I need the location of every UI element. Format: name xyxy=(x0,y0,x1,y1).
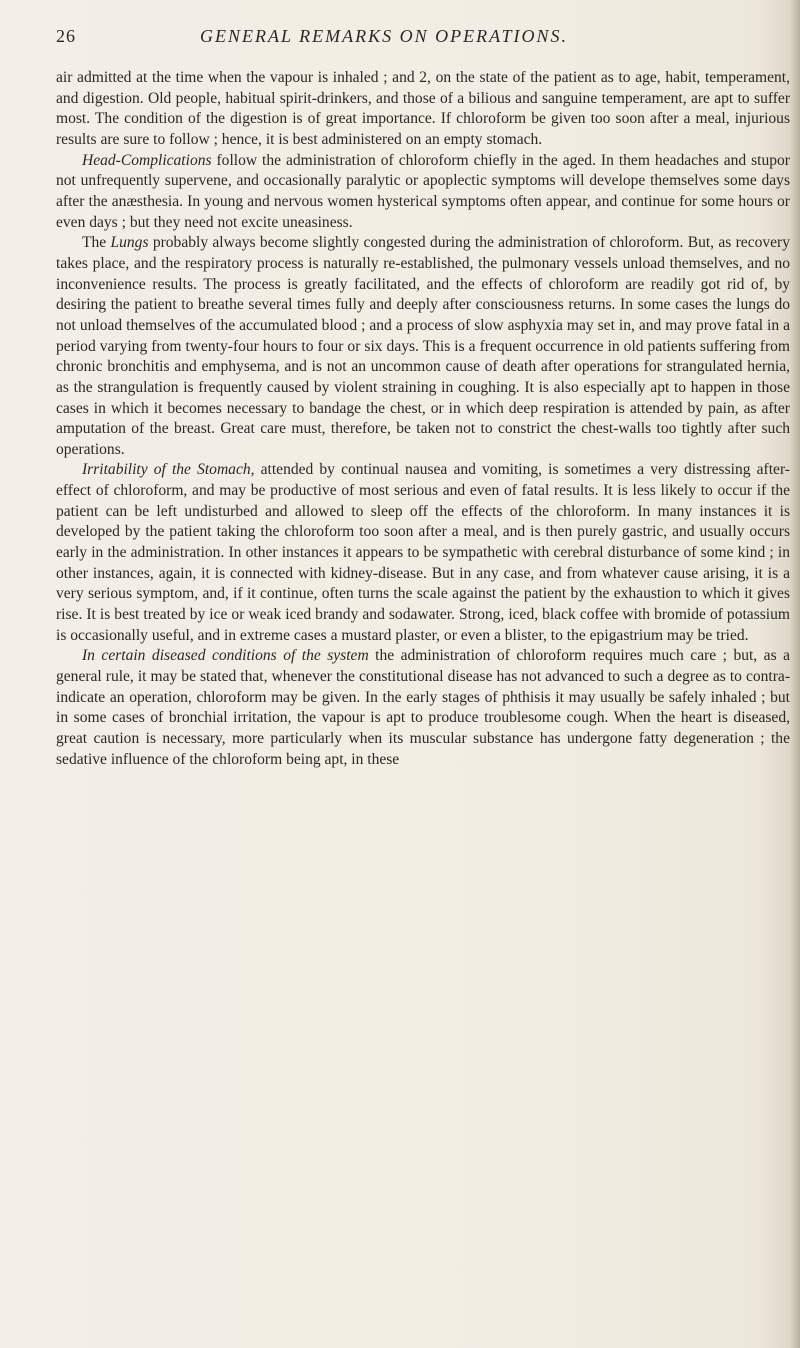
paragraph-head-complications xyxy=(56,151,790,234)
page-number: 26 xyxy=(56,26,76,46)
page-header xyxy=(56,26,756,56)
paragraph-5-text: the administration of chloroform requires much care ; but, as a general rule, it may be stated that, whenever the constitutional disease has not advanced to such a degree as to contra-indicate an operation, chloroform may be given. In the early stages of phthisis it may usually be safely inhaled ; but in some cases of bronchial irritation, the vapour is apt to produce troublesome cough. When the heart is diseased, great caution is necessary, more particularly when its muscular substance has undergone fatty degeneration ; the sedative influence of the chloroform being apt, in these xyxy=(56,647,790,768)
page-edge xyxy=(790,0,800,1348)
paragraph-1-text: air admitted at the time when the vapour is inhaled ; and 2, on the state of the patient as to age, habit, temperament, and digestion. Old people, habitual spirit-drinkers, and those of a bilious and sanguine temperament, are apt to suffer most. The condition of the digestion is of great importance. If chloroform be given too soon after a meal, injurious results are sure to follow ; hence, it is best administered on an empty stomach. xyxy=(56,69,790,148)
paragraph-irritability-of-stomach xyxy=(56,460,790,646)
paragraph-diseased-conditions xyxy=(56,646,790,770)
section-term-head-complications: Head-Complications xyxy=(82,151,212,169)
paragraph-4-text: attended by continual nausea and vomiting, is sometimes a very distressing after-effect of chloroform, and may be productive of most serious and even of fatal results. It is less likely to occur if the patient can be left undisturbed and allowed to sleep off the effects of the chloroform. In many instances it is developed by the patient taking the chloroform too soon after a meal, and is then purely gastric, and usually occurs early in the administration. In other instances it appears to be sympathetic with cerebral disturbance of some kind ; in other instances, again, it is connected with kidney-disease. But in any case, and from whatever cause arising, it is a very serious symptom, and, if it continue, often turns the scale against the patient by the exhaustion to which it gives rise. It is best treated by ice or weak iced brandy and sodawater. Strong, iced, black coffee with bromide of potassium is occasionally useful, and in extreme cases a mustard plaster, or even a blister, to the epigastrium may be tried. xyxy=(56,461,790,644)
running-head: GENERAL REMARKS ON OPERATIONS. xyxy=(200,26,568,46)
section-term-diseased-conditions: In certain diseased conditions of the system xyxy=(82,647,369,665)
body-text xyxy=(56,68,790,770)
paragraph-2-text: follow the administration of chloroform chiefly in the aged. In them headaches and stupor not unfrequently supervene, and occasionally paralytic or apoplectic symptoms will develope themselves some days after the anæsthesia. In young and nervous women hysterical symptoms often appear, and continue for some hours or even days ; but they need not excite uneasiness. xyxy=(56,151,790,231)
section-term-irritability: Irritability of the Stomach, xyxy=(82,461,255,479)
paragraph-3-text: The Lungs probably always become slightly congested during the administration of chloroform. But, as recovery takes place, and the respiratory process is naturally re-established, the pulmonary vessels unload themselves, and no inconvenience results. The process is greatly facilitated, and the effects of chloroform are readily got rid of, by desiring the patient to breathe several times fully and deeply after consciousness returns. In some cases the lungs do not unload themselves of the accumulated blood ; and a process of slow asphyxia may set in, and may prove fatal in a period varying from twenty-four hours to four or six days. This is a frequent occurrence in old patients suffering from chronic bronchitis and emphysema, and is not an uncommon cause of death after operations for strangulated hernia, as the strangulation is frequently caused by violent straining in coughing. It is also especially apt to happen in those cases in which it becomes necessary to bandage the chest, or in which deep respiration is attended by pain, as after amputation of the breast. Great care must, therefore, be taken not to constrict the chest-walls too tightly after such operations. xyxy=(56,234,790,458)
section-term-lungs: Lungs xyxy=(110,234,149,252)
paragraph-lungs xyxy=(56,233,790,460)
paragraph-1 xyxy=(56,68,790,151)
